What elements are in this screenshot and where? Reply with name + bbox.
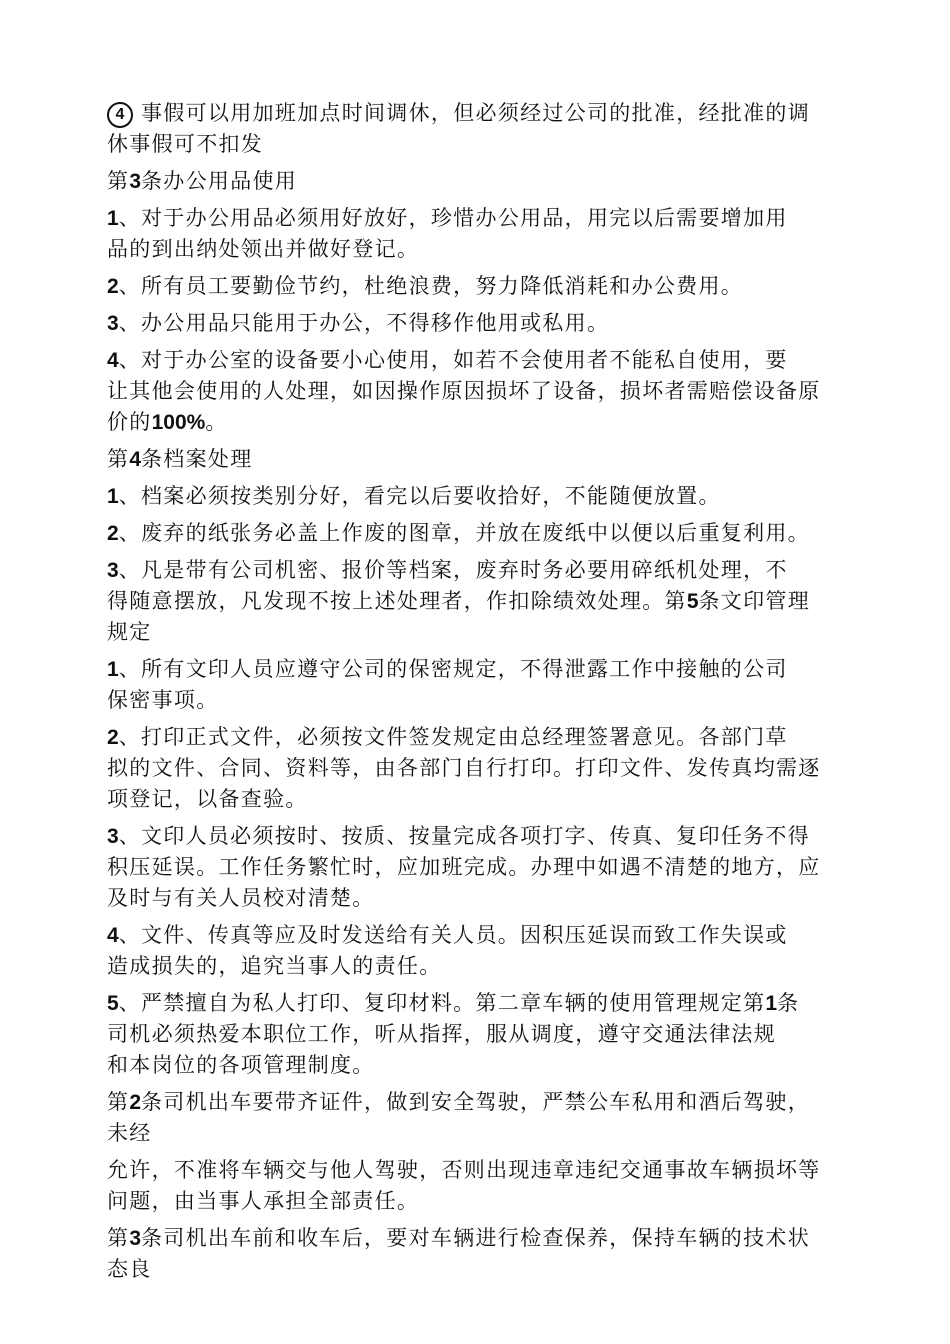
paragraph [107, 722, 867, 815]
text-line [107, 308, 867, 339]
line-text: 让其他会使用的人处理，如因操作原因损坏了设备，损坏者需赔偿设备原 [107, 379, 821, 403]
text-line [107, 784, 867, 815]
line-text: 得随意摆放，凡发现不按上述处理者，作扣除绩效处理。第 [107, 589, 687, 613]
line-text: 、严禁擅自为私人打印、复印材料。第二章车辆的使用管理规定第 [118, 991, 766, 1015]
text-line [107, 407, 867, 438]
text-line [107, 1186, 867, 1217]
text-line [107, 617, 867, 648]
paragraph [107, 1087, 867, 1149]
text-line [107, 1254, 867, 1285]
line-text: 、文印人员必须按时、按质、按量完成各项打字、传真、复印任务不得 [118, 824, 810, 848]
line-text: 条档案处理 [141, 447, 253, 471]
text-line [107, 654, 867, 685]
text-line [107, 1050, 867, 1081]
item-number: 3 [107, 312, 119, 335]
line-text: 、文件、传真等应及时发送给有关人员。因积压延误而致工作失误或 [118, 923, 788, 947]
document-page [107, 98, 867, 1285]
line-text: 问题，由当事人承担全部责任。 [107, 1189, 420, 1213]
item-number: 3 [129, 1227, 141, 1250]
paragraph [107, 988, 867, 1081]
item-number: 3 [107, 825, 119, 848]
item-number: 2 [129, 1091, 141, 1114]
paragraph [107, 555, 867, 648]
line-text: 品的到出纳处领出并做好登记。 [107, 237, 420, 261]
inline-number: 100% [151, 411, 206, 434]
line-text: 条司机出车前和收车后，要对车辆进行检查保养，保持车辆的技术状 [141, 1226, 810, 1250]
line-text: 、对于办公室的设备要小心使用，如若不会使用者不能私自使用，要 [118, 348, 788, 372]
text-line [107, 753, 867, 784]
circled-number: 4 [107, 102, 133, 128]
line-text: 、档案必须按类别分好，看完以后要收拾好，不能随便放置。 [118, 484, 721, 508]
line-text: 项登记，以备查验。 [107, 787, 308, 811]
paragraph [107, 821, 867, 914]
line-text: 休事假可不扣发 [107, 132, 264, 156]
line-text: 、所有文印人员应遵守公司的保密规定，不得泄露工作中接触的公司 [118, 657, 788, 681]
item-number: 3 [107, 559, 119, 582]
inline-number: 5 [686, 590, 699, 613]
text-line [107, 951, 867, 982]
line-prefix: 第 [107, 1090, 130, 1114]
line-text: 、凡是带有公司机密、报价等档案，废弃时务必要用碎纸机处理，不 [118, 558, 788, 582]
text-line [107, 1019, 867, 1050]
line-text: 造成损失的，追究当事人的责任。 [107, 954, 442, 978]
paragraph [107, 518, 867, 549]
text-line [107, 203, 867, 234]
text-line [107, 166, 867, 197]
paragraph [107, 481, 867, 512]
line-text: 、对于办公用品必须用好放好，珍惜办公用品，用完以后需要增加用 [118, 206, 788, 230]
text-line [107, 883, 867, 914]
text-line [107, 234, 867, 265]
item-number: 4 [107, 349, 119, 372]
line-text: 、打印正式文件，必须按文件签发规定由总经理签署意见。各部门草 [118, 725, 788, 749]
paragraph [107, 920, 867, 982]
text-line [107, 685, 867, 716]
text-line [107, 920, 867, 951]
text-line [107, 852, 867, 883]
text-line [107, 129, 867, 160]
text-line [107, 1087, 867, 1118]
text-line [107, 1223, 867, 1254]
item-number: 1 [107, 658, 119, 681]
text-line [107, 586, 867, 617]
paragraph [107, 203, 867, 265]
inline-number: 1 [765, 992, 778, 1015]
paragraph [107, 98, 867, 160]
line-text: 及时与有关人员校对清楚。 [107, 886, 375, 910]
text-line [107, 481, 867, 512]
text-line [107, 988, 867, 1019]
line-suffix: 条文印管理 [698, 589, 810, 613]
text-line [107, 444, 867, 475]
paragraph [107, 345, 867, 438]
item-number: 1 [107, 485, 119, 508]
line-text: 拟的文件、合同、资料等，由各部门自行打印。打印文件、发传真均需逐 [107, 756, 821, 780]
line-text: 规定 [107, 620, 152, 644]
paragraph [107, 1155, 867, 1217]
line-text: 积压延误。工作任务繁忙时，应加班完成。办理中如遇不清楚的地方，应 [107, 855, 821, 879]
line-text: 态良 [107, 1257, 152, 1281]
line-text: 价的 [107, 410, 152, 434]
paragraph [107, 654, 867, 716]
line-text: 、所有员工要勤俭节约，杜绝浪费，努力降低消耗和办公费用。 [118, 274, 744, 298]
item-number: 1 [107, 207, 119, 230]
text-line [107, 98, 867, 129]
paragraph [107, 166, 867, 197]
line-prefix: 第 [107, 169, 130, 193]
text-line [107, 821, 867, 852]
paragraph [107, 308, 867, 339]
item-number: 5 [107, 992, 119, 1015]
text-line [107, 271, 867, 302]
line-suffix: 。 [205, 410, 228, 434]
paragraph [107, 271, 867, 302]
text-line [107, 345, 867, 376]
text-line [107, 518, 867, 549]
paragraph [107, 1223, 867, 1285]
text-line [107, 555, 867, 586]
line-suffix: 条 [777, 991, 800, 1015]
line-text: 、废弃的纸张务必盖上作废的图章，并放在废纸中以便以后重复利用。 [118, 521, 810, 545]
text-line [107, 376, 867, 407]
line-text: 未经 [107, 1121, 152, 1145]
text-line [107, 1118, 867, 1149]
line-text: 保密事项。 [107, 688, 219, 712]
text-line [107, 1155, 867, 1186]
paragraph [107, 444, 867, 475]
line-text: 允许，不准将车辆交与他人驾驶，否则出现违章违纪交通事故车辆损坏等 [107, 1158, 821, 1182]
line-text: 条司机出车要带齐证件，做到安全驾驶，严禁公车私用和酒后驾驶， [141, 1090, 810, 1114]
item-number: 3 [129, 170, 141, 193]
line-text: 事假可以用加班加点时间调休，但必须经过公司的批准，经批准的调 [141, 101, 810, 125]
item-number: 2 [107, 522, 119, 545]
item-number: 2 [107, 275, 119, 298]
line-prefix: 第 [107, 1226, 130, 1250]
item-number: 2 [107, 726, 119, 749]
line-text: 、办公用品只能用于办公，不得移作他用或私用。 [118, 311, 610, 335]
text-line [107, 722, 867, 753]
line-prefix: 第 [107, 447, 130, 471]
line-text: 司机必须热爱本职位工作，听从指挥，服从调度，遵守交通法律法规 [107, 1022, 776, 1046]
line-text: 和本岗位的各项管理制度。 [107, 1053, 375, 1077]
item-number: 4 [107, 924, 119, 947]
item-number: 4 [129, 448, 141, 471]
line-text: 条办公用品使用 [141, 169, 298, 193]
